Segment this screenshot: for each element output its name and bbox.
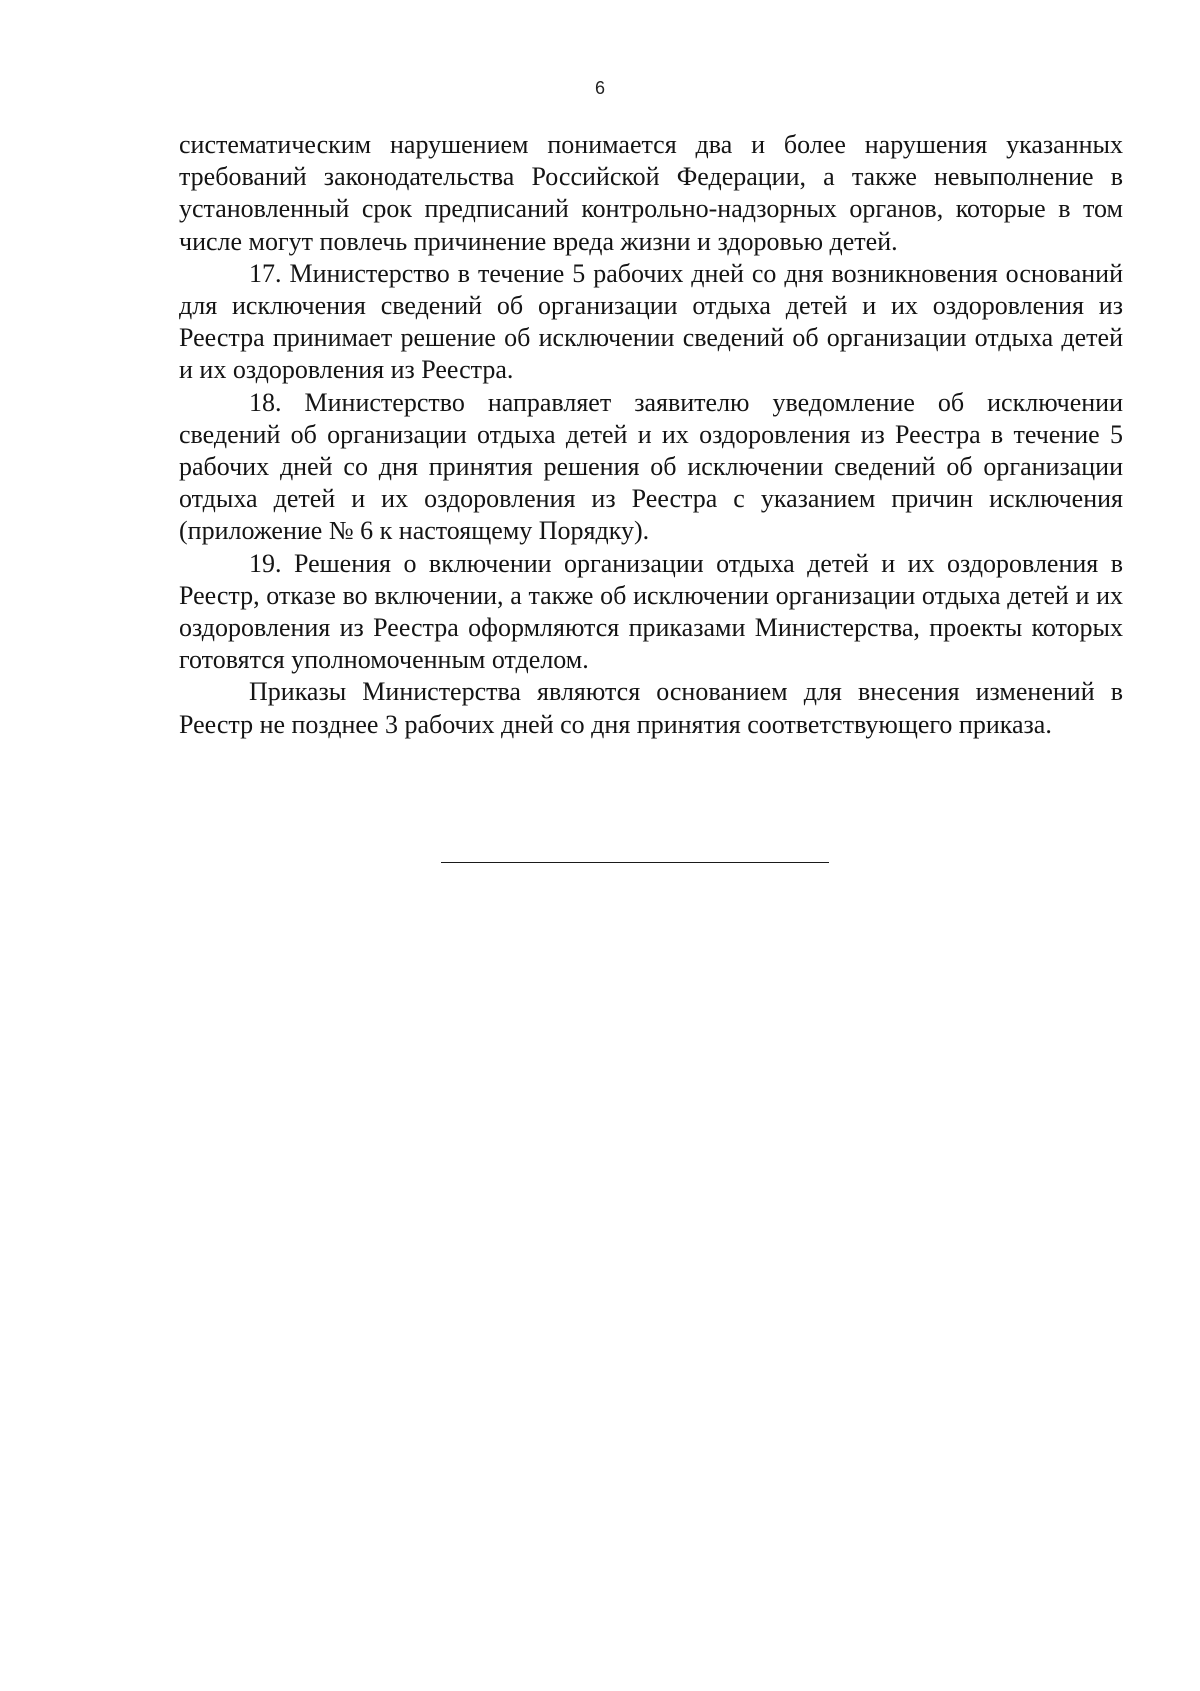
paragraph-orders: Приказы Министерства являются основанием для внесения изменений в Реестр не позднее 3 рабочих дней со дня принятия соответствующего приказа. — [179, 677, 1123, 739]
paragraph-17: 17. Министерство в течение 5 рабочих дней со дня возникновения оснований для исключения сведений об организации отдыха детей и их оздоровления из Реестра принимает решение об исключении сведений об организации отдыха детей и их оздоровления из Реестра. — [179, 258, 1123, 385]
page-number: 6 — [594, 78, 605, 98]
paragraph-19: 19. Решения о включении организации отдыха детей и их оздоровления в Реестр, отказе во включении, а также об исключении организации отдыха детей и их оздоровления из Реестра оформляются приказами Министерства, проекты которых готовятся уполномоченным отделом. — [179, 548, 1123, 675]
paragraph-continuation: систематическим нарушением понимается два и более нарушения указанных требований законодательства Российской Федерации, а также невыполнение в установленный срок предписаний контрольно-надзорных органов, которые в том числе могут повлечь причинение вреда жизни и здоровью детей. — [179, 130, 1123, 256]
paragraph-18: 18. Министерство направляет заявителю уведомление об исключении сведений об организации отдыха детей и их оздоровления из Реестра в течение 5 рабочих дней со дня принятия решения об исключении сведений об организации отдыха детей и их оздоровления из Реестра с указанием причин исключения (приложение № 6 к настоящему Порядку). — [179, 387, 1123, 546]
document-body — [179, 129, 1123, 741]
end-separator-line — [441, 862, 829, 863]
